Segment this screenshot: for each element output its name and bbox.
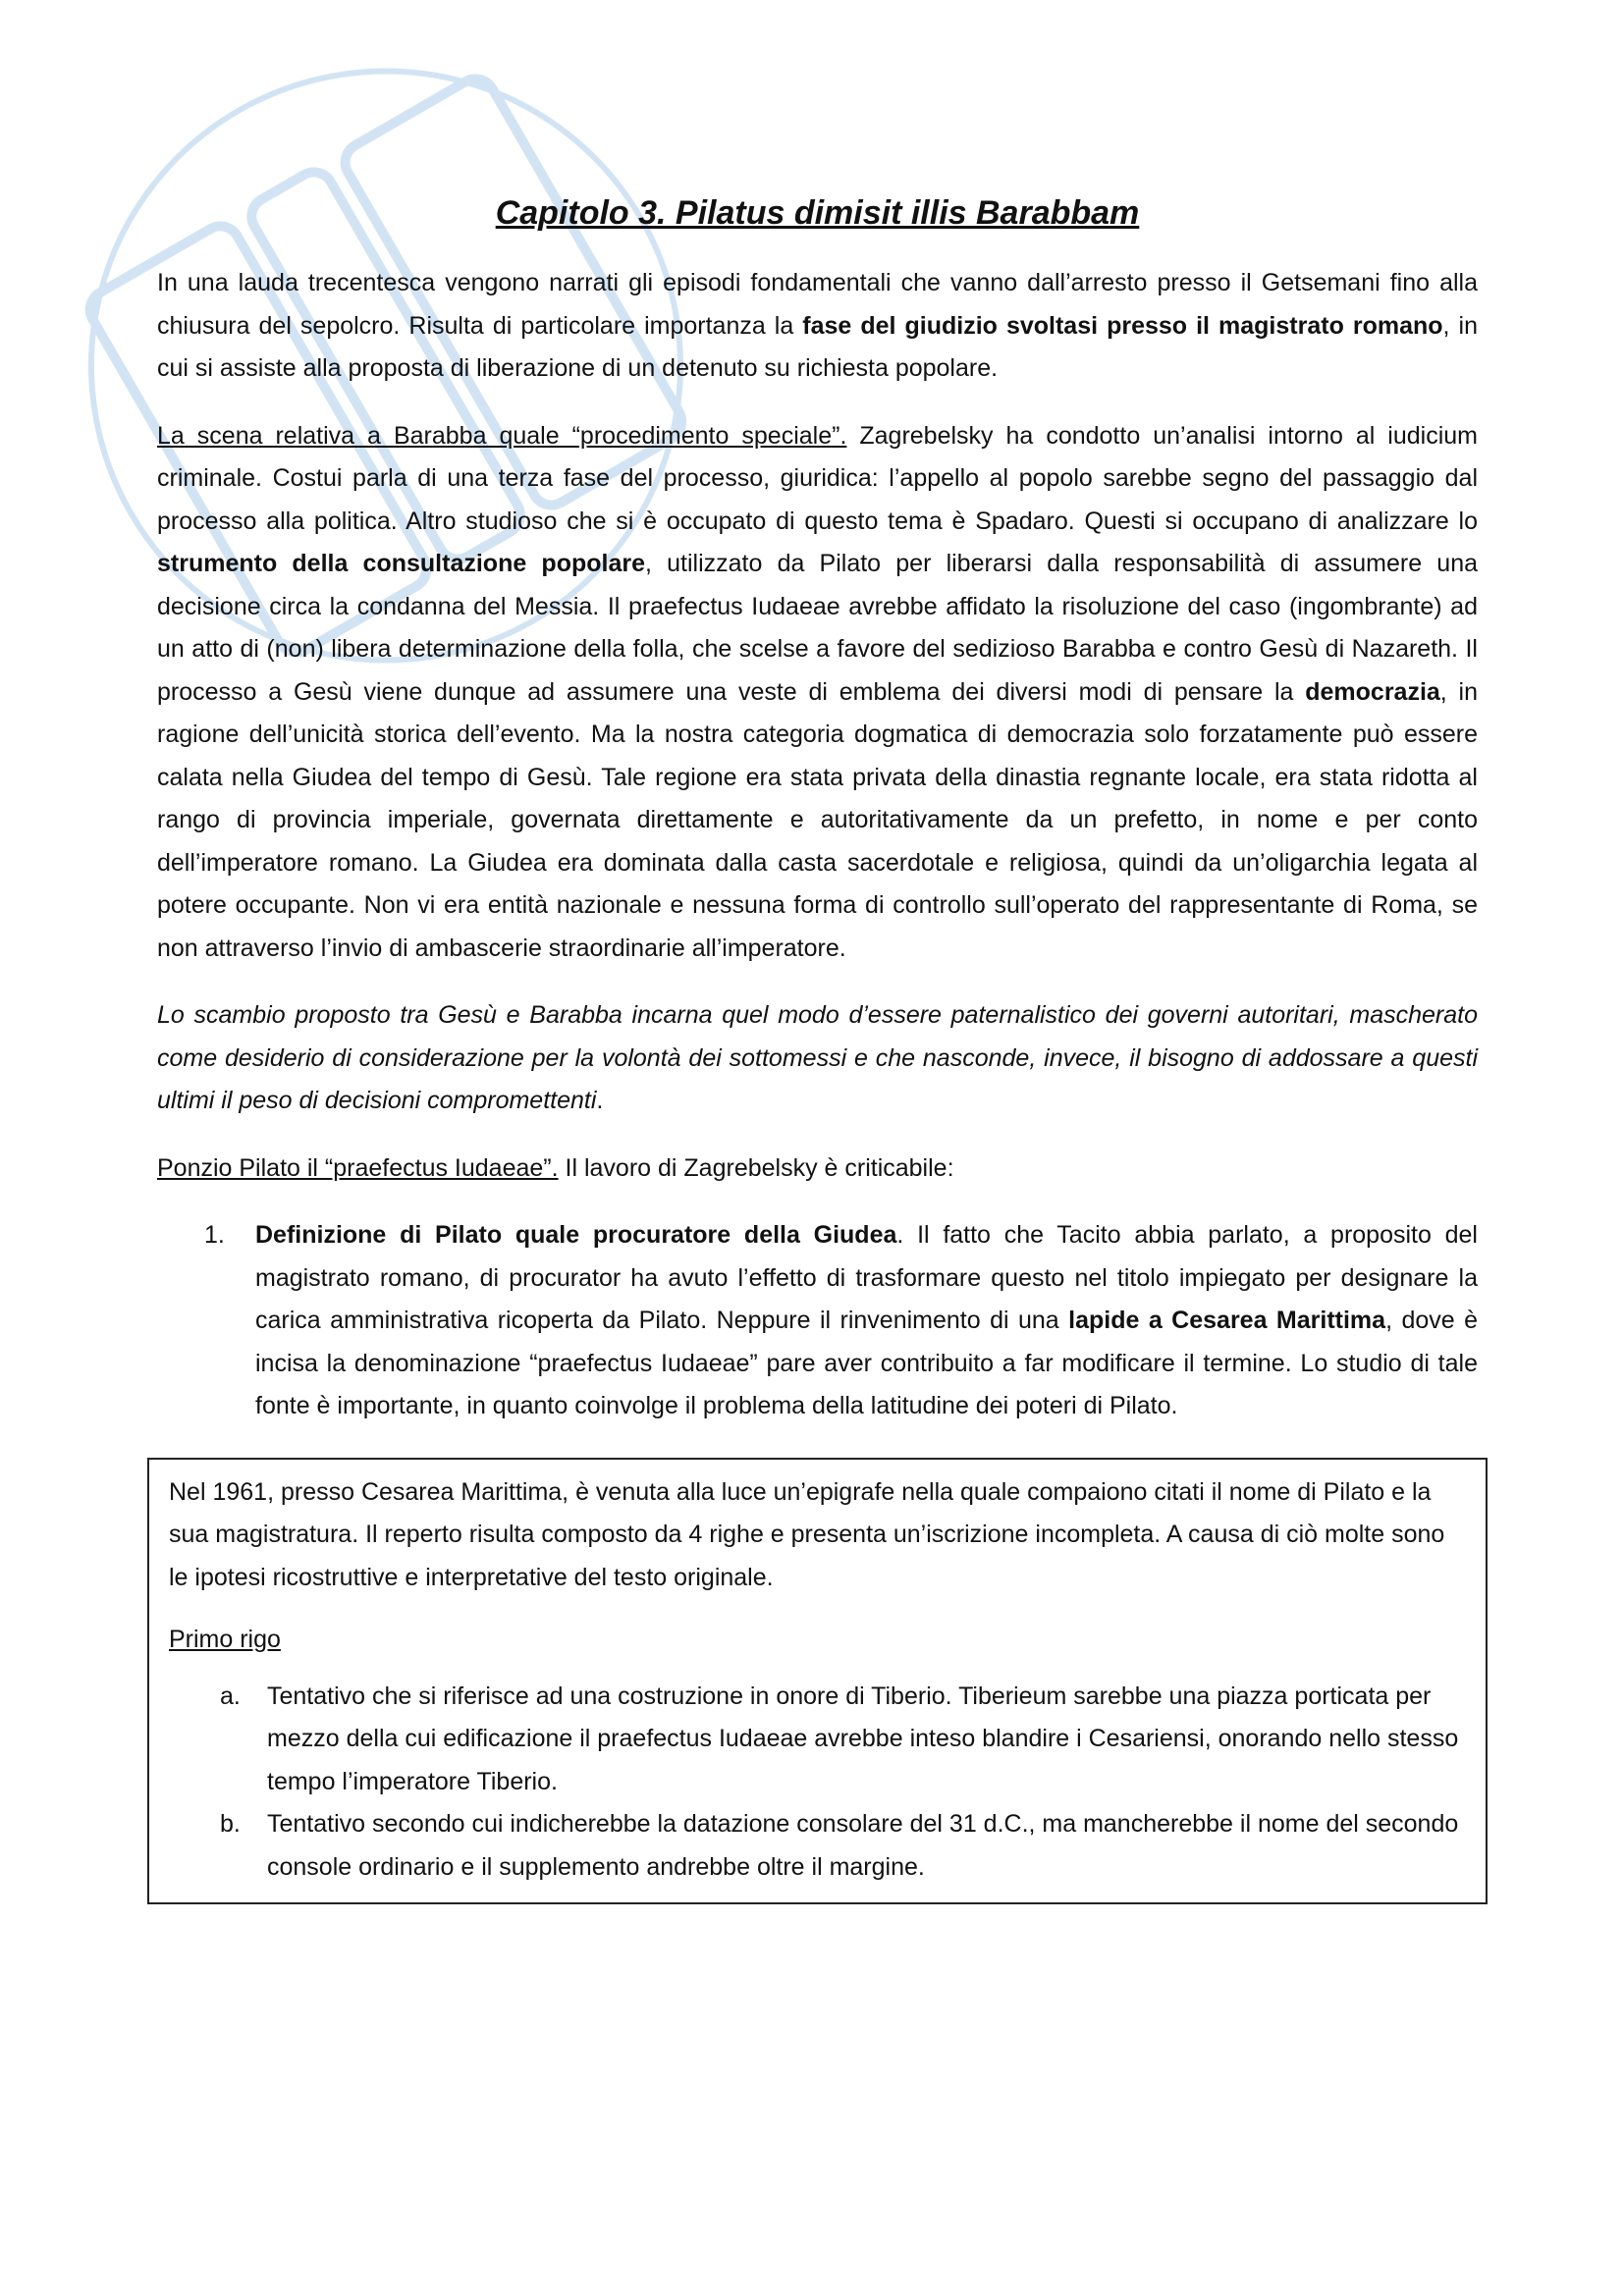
- box-heading: Primo rigo: [169, 1626, 281, 1653]
- numbered-list: [157, 1214, 1478, 1428]
- list-item: 1. Definizione di Pilato quale procuratore della Giudea. Il fatto che Tacito abbia parlato, a proposito del magistrato romano, di procurator ha avuto l’effetto di trasformare questo nel titolo impiegato per designare la carica amministrativa ricoperta da Pilato. Neppure il rinvenimento di una lapide a Cesarea Marittima, dove è incisa la denominazione “praefectus Iudaeae” pare aver contribuito a far modificare il termine. Lo studio di tale fonte è importante, in quanto coinvolge il problema della latitudine dei poteri di Pilato.: [157, 1214, 1478, 1428]
- box-intro: Nel 1961, presso Cesarea Marittima, è venuta alla luce un’epigrafe nella quale compaiono citati il nome di Pilato e la sua magistratura. Il reperto risulta composto da 4 righe e presenta un’iscrizione incompleta. A causa di ciò molte sono le ipotesi ricostruttive e interpretative del testo originale.: [169, 1477, 1445, 1591]
- list-item: b. Tentativo secondo cui indicherebbe la datazione consolare del 31 d.C., ma mancherebbe il nome del secondo console ordinario e il supplemento andrebbe oltre il margine.: [169, 1803, 1466, 1889]
- paragraph-intro: In una lauda trecentesca vengono narrati gli episodi fondamentali che vanno dall’arresto presso il Getsemani fino alla chiusura del sepolcro. Risulta di particolare importanza la fase del giudizio svoltasi presso il magistrato romano, in cui si assiste alla proposta di liberazione di un detenuto su richiesta popolare.: [157, 269, 1478, 382]
- list-marker: 1.: [204, 1221, 225, 1249]
- list-marker: a.: [220, 1682, 241, 1710]
- list-item: a. Tentativo che si riferisce ad una costruzione in onore di Tiberio. Tiberieum sarebbe una piazza porticata per mezzo della cui edificazione il praefectus Iudaeae avrebbe inteso blandire i Cesariensi, onorando nello stesso tempo l’imperatore Tiberio.: [169, 1676, 1466, 1804]
- bold-phrase: fase del giudizio svoltasi presso il magistrato romano: [802, 311, 1443, 340]
- document-page: [157, 194, 1478, 1904]
- bold-phrase: strumento della consultazione popolare: [157, 550, 645, 577]
- paragraph-italic-quote: Lo scambio proposto tra Gesù e Barabba incarna quel modo d’essere paternalistico dei governi autoritari, mascherato come desiderio di considerazione per la volontà dei sottomessi e che nasconde, invece, il bisogno di addossare a questi ultimi il peso di decisioni compromettenti.: [157, 1001, 1478, 1114]
- bold-phrase: democrazia: [1305, 677, 1440, 706]
- section-heading-barabba: La scena relativa a Barabba quale “procedimento speciale”.: [157, 421, 847, 450]
- epigraph-box: [147, 1458, 1488, 1905]
- list-marker: b.: [220, 1810, 241, 1838]
- alpha-list: [169, 1676, 1466, 1890]
- paragraph-barabba: La scena relativa a Barabba quale “procedimento speciale”. Zagrebelsky ha condotto un’analisi intorno al iudicium criminale. Costui parla di una terza fase del processo, giuridica: l’appello al popolo sarebbe segno del passaggio dal processo alla politica. Altro studioso che si è occupato di questo tema è Spadaro. Questi si occupano di analizzare lo strumento della consultazione popolare, utilizzato da Pilato per liberarsi dalla responsabilità di assumere una decisione circa la condanna del Messia. Il praefectus Iudaeae avrebbe affidato la risoluzione del caso (ingombrante) ad un atto di (non) libera determinazione della folla, che scelse a favore del sedizioso Barabba e contro Gesù di Nazareth. Il processo a Gesù viene dunque ad assumere una veste di emblema dei diversi modi di pensare la democrazia, in ragione dell’unicità storica dell’evento. Ma la nostra categoria dogmatica di democrazia solo forzatamente può essere calata nella Giudea del tempo di Gesù. Tale regione era stata privata della dinastia regnante locale, era stata ridotta al rango di provincia imperiale, governata direttamente e autoritativamente da un prefetto, in nome e per conto dell’imperatore romano. La Giudea era dominata dalla casta sacerdotale e religiosa, quindi da un’oligarchia legata al potere occupante. Non vi era entità nazionale e nessuna forma di controllo sull’operato del rappresentante di Roma, se non attraverso l’invio di ambascerie straordinarie all’imperatore.: [157, 421, 1479, 962]
- section-heading-pilato: Ponzio Pilato il “praefectus Iudaeae”.: [157, 1153, 559, 1182]
- chapter-title: Capitolo 3. Pilatus dimisit illis Barabbam: [495, 194, 1140, 232]
- paragraph-pilato: Ponzio Pilato il “praefectus Iudaeae”. Il lavoro di Zagrebelsky è criticabile:: [157, 1153, 954, 1182]
